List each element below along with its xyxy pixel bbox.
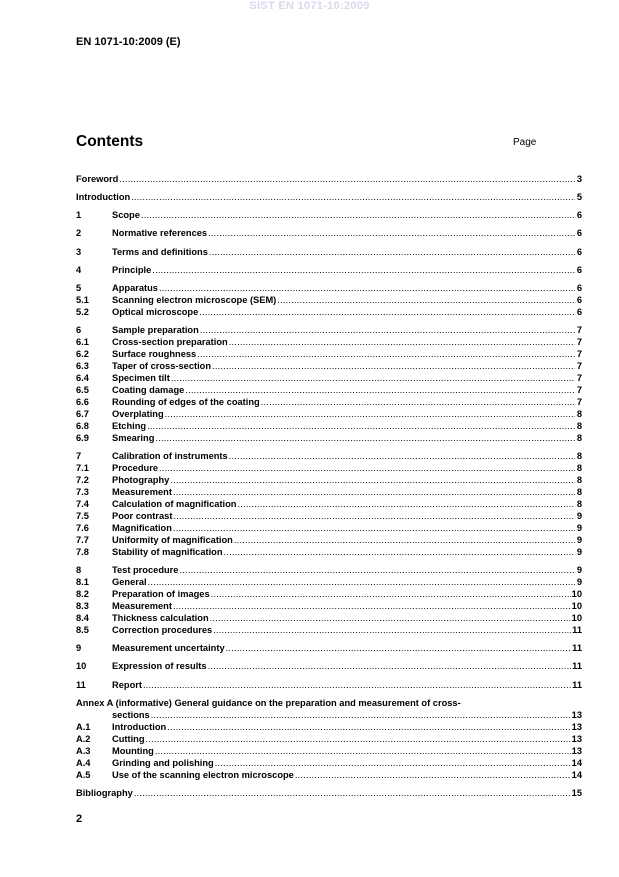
toc-entry[interactable] bbox=[76, 209, 582, 221]
toc-entry-number: 5.1 bbox=[76, 295, 89, 305]
toc-entry-number: 6.1 bbox=[76, 337, 89, 347]
toc-entry-page: 8 bbox=[576, 421, 582, 431]
toc-entry-page: 11 bbox=[572, 625, 582, 635]
toc-entry-number: 7.5 bbox=[76, 511, 89, 521]
toc-entry-page: 13 bbox=[571, 746, 582, 756]
toc-entry-title: Overplating bbox=[112, 409, 164, 419]
toc-entry[interactable] bbox=[76, 173, 582, 185]
toc-entry-number: 8.2 bbox=[76, 589, 89, 599]
toc-dot-leader bbox=[208, 227, 575, 239]
toc-entry-number: 7.1 bbox=[76, 463, 89, 473]
toc-entry-page: 8 bbox=[576, 451, 582, 461]
toc-entry[interactable] bbox=[76, 306, 582, 318]
toc-entry-title: Expression of results bbox=[112, 661, 207, 671]
toc-entry-number: 4 bbox=[76, 265, 82, 275]
toc-dot-leader bbox=[208, 660, 572, 672]
toc-entry[interactable] bbox=[76, 510, 582, 522]
toc-entry-title: Smearing bbox=[112, 433, 155, 443]
toc-entry-number: 7.2 bbox=[76, 475, 89, 485]
toc-entry[interactable] bbox=[76, 709, 582, 721]
toc-entry-number: 6.4 bbox=[76, 373, 89, 383]
toc-dot-leader bbox=[151, 709, 571, 721]
toc-dot-leader bbox=[234, 534, 575, 546]
toc-entry[interactable] bbox=[76, 564, 582, 576]
toc-dot-leader bbox=[237, 498, 575, 510]
toc-entry-title: Coating damage bbox=[112, 385, 185, 395]
toc-entry-page: 7 bbox=[576, 397, 582, 407]
toc-entry-number: 5 bbox=[76, 283, 82, 293]
toc-entry-title: Photography bbox=[112, 475, 170, 485]
toc-entry-page: 6 bbox=[576, 307, 582, 317]
toc-entry-number: A.2 bbox=[76, 734, 91, 744]
toc-entry-title: Poor contrast bbox=[112, 511, 173, 521]
toc-entry[interactable] bbox=[76, 697, 582, 709]
toc-entry-number: 8.3 bbox=[76, 601, 89, 611]
toc-entry[interactable] bbox=[76, 282, 582, 294]
toc-entry-page: 9 bbox=[576, 577, 582, 587]
toc-entry-title: Magnification bbox=[112, 523, 172, 533]
toc-entry-title: Cross-section preparation bbox=[112, 337, 228, 347]
toc-entry-page: 6 bbox=[576, 228, 582, 238]
toc-entry-title: Cutting bbox=[112, 734, 145, 744]
toc-dot-leader bbox=[200, 324, 575, 336]
toc-entry-number: 6.8 bbox=[76, 421, 89, 431]
toc-entry-page: 10 bbox=[571, 601, 582, 611]
toc-entry-title: Scanning electron microscope (SEM) bbox=[112, 295, 277, 305]
toc-entry-number: 6 bbox=[76, 325, 82, 335]
toc-entry-number: 7.6 bbox=[76, 523, 89, 533]
toc-entry-title: Optical microscope bbox=[112, 307, 199, 317]
toc-entry-page: 8 bbox=[576, 475, 582, 485]
toc-entry[interactable] bbox=[76, 534, 582, 546]
toc-entry-page: 11 bbox=[572, 643, 582, 653]
toc-dot-leader bbox=[131, 191, 575, 203]
toc-dot-leader bbox=[197, 348, 575, 360]
toc-entry-page: 7 bbox=[576, 325, 582, 335]
toc-entry[interactable] bbox=[76, 336, 582, 348]
toc-entry[interactable] bbox=[76, 787, 582, 799]
toc-entry-number: 7.7 bbox=[76, 535, 89, 545]
toc-entry-number: 9 bbox=[76, 643, 82, 653]
toc-entry[interactable] bbox=[76, 450, 582, 462]
toc-entry-page: 6 bbox=[576, 265, 582, 275]
toc-entry[interactable] bbox=[76, 360, 582, 372]
toc-entry-number: 8 bbox=[76, 565, 82, 575]
toc-dot-leader bbox=[119, 173, 575, 185]
toc-entry-title: Thickness calculation bbox=[112, 613, 209, 623]
toc-entry[interactable] bbox=[76, 721, 582, 733]
toc-entry[interactable] bbox=[76, 324, 582, 336]
toc-entry-page: 6 bbox=[576, 283, 582, 293]
toc-entry-title: Preparation of images bbox=[112, 589, 210, 599]
toc-entry-title: Test procedure bbox=[112, 565, 179, 575]
toc-dot-leader bbox=[211, 588, 571, 600]
toc-dot-leader bbox=[261, 396, 575, 408]
toc-entry-page: 14 bbox=[571, 770, 582, 780]
toc-entry-page: 8 bbox=[576, 499, 582, 509]
toc-entry-page: 11 bbox=[572, 680, 582, 690]
toc-entry-title: Annex A (informative) General guidance on the preparation and measurement of cross- bbox=[76, 698, 461, 708]
toc-entry-page: 7 bbox=[576, 361, 582, 371]
toc-entry-number: 6.2 bbox=[76, 349, 89, 359]
toc-dot-leader bbox=[171, 372, 575, 384]
toc-entry-number: 7.3 bbox=[76, 487, 89, 497]
toc-entry-number: 7 bbox=[76, 451, 82, 461]
toc-entry[interactable] bbox=[76, 396, 582, 408]
toc-entry[interactable] bbox=[76, 769, 582, 781]
toc-entry-page: 6 bbox=[576, 210, 582, 220]
toc-dot-leader bbox=[146, 733, 571, 745]
toc-entry-title: Sample preparation bbox=[112, 325, 199, 335]
toc-dot-leader bbox=[213, 624, 571, 636]
toc-dot-leader bbox=[147, 420, 575, 432]
toc-entry-page: 8 bbox=[576, 463, 582, 473]
toc-dot-leader bbox=[173, 510, 575, 522]
toc-entry-page: 11 bbox=[572, 661, 582, 671]
toc-entry-page: 3 bbox=[576, 174, 582, 184]
toc-dot-leader bbox=[173, 522, 575, 534]
toc-entry-page: 9 bbox=[576, 523, 582, 533]
toc-entry[interactable] bbox=[76, 462, 582, 474]
toc-entry-title: Correction procedures bbox=[112, 625, 213, 635]
page-number: 2 bbox=[76, 813, 83, 825]
toc-entry-page: 10 bbox=[571, 613, 582, 623]
toc-dot-leader bbox=[210, 612, 571, 624]
toc-entry-title: Use of the scanning electron microscope bbox=[112, 770, 294, 780]
toc-entry-title: Introduction bbox=[76, 192, 131, 202]
toc-entry-page: 13 bbox=[571, 710, 582, 720]
toc-entry[interactable] bbox=[76, 745, 582, 757]
toc-entry-title: Uniformity of magnification bbox=[112, 535, 233, 545]
toc-entry-page: 13 bbox=[571, 734, 582, 744]
toc-entry-title: Measurement uncertainty bbox=[112, 643, 225, 653]
toc-entry[interactable] bbox=[76, 576, 582, 588]
toc-entry-page: 6 bbox=[576, 295, 582, 305]
toc-entry-number: 8.5 bbox=[76, 625, 89, 635]
toc-entry-page: 10 bbox=[571, 589, 582, 599]
toc-entry[interactable] bbox=[76, 227, 582, 239]
toc-entry[interactable] bbox=[76, 191, 582, 203]
toc-dot-leader bbox=[152, 264, 575, 276]
toc-entry[interactable] bbox=[76, 588, 582, 600]
page-column-label: Page bbox=[513, 137, 537, 148]
toc-entry[interactable] bbox=[76, 432, 582, 444]
toc-entry-title: Introduction bbox=[112, 722, 167, 732]
toc-dot-leader bbox=[212, 360, 575, 372]
toc-entry-title: Apparatus bbox=[112, 283, 158, 293]
toc-entry-number: 6.3 bbox=[76, 361, 89, 371]
toc-dot-leader bbox=[148, 576, 575, 588]
toc-dot-leader bbox=[134, 787, 571, 799]
toc-entry-page: 8 bbox=[576, 487, 582, 497]
toc-entry-title: Grinding and polishing bbox=[112, 758, 214, 768]
toc-entry[interactable] bbox=[76, 612, 582, 624]
toc-dot-leader bbox=[159, 282, 575, 294]
toc-dot-leader bbox=[277, 294, 575, 306]
toc-entry[interactable] bbox=[76, 679, 582, 691]
toc-entry[interactable] bbox=[76, 474, 582, 486]
toc-entry[interactable] bbox=[76, 246, 582, 258]
toc-entry-number: 2 bbox=[76, 228, 82, 238]
toc-entry-number: A.1 bbox=[76, 722, 91, 732]
contents-title: Contents bbox=[76, 133, 144, 150]
toc-entry-page: 7 bbox=[576, 373, 582, 383]
toc-dot-leader bbox=[159, 462, 575, 474]
toc-dot-leader bbox=[170, 474, 575, 486]
toc-entry-page: 7 bbox=[576, 385, 582, 395]
toc-entry-title: Principle bbox=[112, 265, 152, 275]
toc-dot-leader bbox=[226, 642, 572, 654]
toc-entry[interactable] bbox=[76, 408, 582, 420]
toc-entry-title: Terms and definitions bbox=[112, 247, 208, 257]
toc-entry[interactable] bbox=[76, 660, 582, 672]
toc-entry-number: A.4 bbox=[76, 758, 91, 768]
toc-dot-leader bbox=[155, 745, 571, 757]
toc-entry-number: 10 bbox=[76, 661, 87, 671]
toc-entry-number: 6.6 bbox=[76, 397, 89, 407]
toc-entry[interactable] bbox=[76, 642, 582, 654]
toc-entry-title: Measurement bbox=[112, 601, 172, 611]
toc-entry-title: Stability of magnification bbox=[112, 547, 223, 557]
toc-entry[interactable] bbox=[76, 348, 582, 360]
toc-entry-number: 6.5 bbox=[76, 385, 89, 395]
toc-entry-page: 6 bbox=[576, 247, 582, 257]
toc-dot-leader bbox=[295, 769, 571, 781]
toc-entry[interactable] bbox=[76, 733, 582, 745]
toc-entry-title: Normative references bbox=[112, 228, 208, 238]
toc-entry[interactable] bbox=[76, 522, 582, 534]
toc-entry-page: 8 bbox=[576, 433, 582, 443]
toc-dot-leader bbox=[167, 721, 570, 733]
toc-entry-page: 9 bbox=[576, 511, 582, 521]
toc-entry-number: 6.7 bbox=[76, 409, 89, 419]
toc-entry-title: Surface roughness bbox=[112, 349, 197, 359]
toc-entry-number: 7.4 bbox=[76, 499, 89, 509]
toc-entry-number: 7.8 bbox=[76, 547, 89, 557]
toc-entry[interactable] bbox=[76, 264, 582, 276]
toc-entry-page: 15 bbox=[571, 788, 582, 798]
toc-entry-title: Measurement bbox=[112, 487, 172, 497]
toc-entry-page: 9 bbox=[576, 535, 582, 545]
toc-entry-number: 5.2 bbox=[76, 307, 89, 317]
toc-entry-title: sections bbox=[112, 710, 150, 720]
toc-dot-leader bbox=[215, 757, 571, 769]
toc-entry-title: Taper of cross-section bbox=[112, 361, 212, 371]
toc-entry[interactable] bbox=[76, 546, 582, 558]
toc-entry[interactable] bbox=[76, 600, 582, 612]
toc-entry[interactable] bbox=[76, 294, 582, 306]
toc-entry[interactable] bbox=[76, 420, 582, 432]
toc-dot-leader bbox=[209, 246, 575, 258]
toc-entry[interactable] bbox=[76, 372, 582, 384]
toc-entry-number: 8.4 bbox=[76, 613, 89, 623]
toc-entry-number: 11 bbox=[76, 680, 86, 690]
toc-dot-leader bbox=[229, 336, 575, 348]
toc-dot-leader bbox=[185, 384, 575, 396]
toc-entry-page: 5 bbox=[576, 192, 582, 202]
toc-entry-number: 8.1 bbox=[76, 577, 89, 587]
toc-entry[interactable] bbox=[76, 486, 582, 498]
toc-entry-title: Calibration of instruments bbox=[112, 451, 228, 461]
toc-entry-page: 14 bbox=[571, 758, 582, 768]
toc-entry-number: 1 bbox=[76, 210, 82, 220]
toc-entry-title: Rounding of edges of the coating bbox=[112, 397, 260, 407]
toc-entry-title: Calculation of magnification bbox=[112, 499, 237, 509]
toc-entry[interactable] bbox=[76, 757, 582, 769]
toc-entry-title: Foreword bbox=[76, 174, 119, 184]
toc-dot-leader bbox=[179, 564, 575, 576]
toc-entry-page: 7 bbox=[576, 349, 582, 359]
toc-entry-title: Report bbox=[112, 680, 142, 690]
toc-dot-leader bbox=[141, 209, 575, 221]
toc-entry-page: 8 bbox=[576, 409, 582, 419]
toc-entry-number: A.5 bbox=[76, 770, 91, 780]
toc-entry[interactable] bbox=[76, 624, 582, 636]
watermark: SIST EN 1071-10:2009 bbox=[249, 0, 370, 12]
toc-dot-leader bbox=[173, 600, 571, 612]
toc-entry-title: Procedure bbox=[112, 463, 158, 473]
toc-entry-title: Bibliography bbox=[76, 788, 133, 798]
toc-dot-leader bbox=[165, 408, 575, 420]
toc-entry-page: 13 bbox=[571, 722, 582, 732]
toc-entry-page: 9 bbox=[576, 547, 582, 557]
toc-entry-page: 9 bbox=[576, 565, 582, 575]
standard-id: EN 1071-10:2009 (E) bbox=[76, 36, 181, 48]
toc-entry-page: 7 bbox=[576, 337, 582, 347]
toc-dot-leader bbox=[199, 306, 575, 318]
toc-entry-number: 3 bbox=[76, 247, 82, 257]
toc-entry-title: Scope bbox=[112, 210, 140, 220]
toc-dot-leader bbox=[155, 432, 575, 444]
toc-entry-number: 6.9 bbox=[76, 433, 89, 443]
toc-dot-leader bbox=[224, 546, 575, 558]
toc-entry[interactable] bbox=[76, 384, 582, 396]
toc-entry-number: A.3 bbox=[76, 746, 91, 756]
toc-dot-leader bbox=[173, 486, 575, 498]
toc-entry-title: Etching bbox=[112, 421, 147, 431]
toc-entry-title: Specimen tilt bbox=[112, 373, 170, 383]
toc-dot-leader bbox=[229, 450, 575, 462]
toc-entry-title: General bbox=[112, 577, 147, 587]
toc-dot-leader bbox=[143, 679, 571, 691]
toc-entry[interactable] bbox=[76, 498, 582, 510]
toc-entry-title: Mounting bbox=[112, 746, 154, 756]
